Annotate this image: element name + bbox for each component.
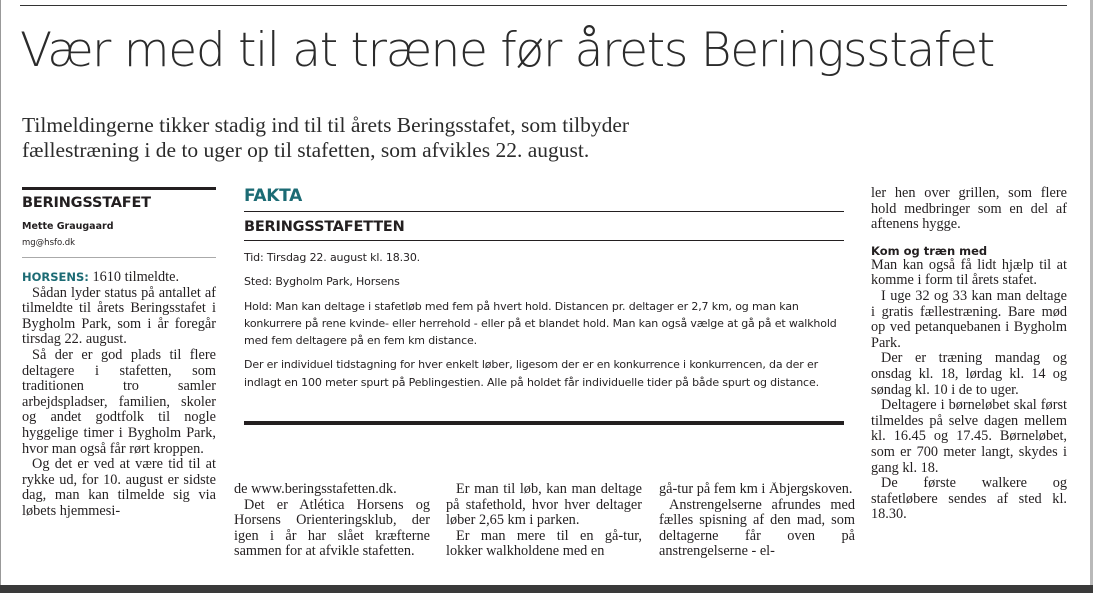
section-subheading: Kom og træn med	[871, 243, 988, 258]
fakta-subtitle: BERINGSSTAFETTEN	[244, 219, 405, 235]
body-paragraph: Og det er ved at være tid til at rykke ud, for 10. august er sidste dag, man kan tilmelde sig via løbets hjemmesi-	[22, 456, 216, 519]
fakta-body	[244, 249, 844, 398]
body-paragraph: I uge 32 og 33 kan man deltage i gratis fællestræning. Bare mød op ved petanquebanen i Bygholm Park.	[871, 287, 1067, 351]
body-paragraph: Deltagere i børneløbet skal først tilmeldes på selve dagen mellem kl. 16.45 og 17.45. Børneløbet, som er 700 meter langt, skydes i gang kl. 18.	[871, 397, 1067, 476]
byline-author: Mette Graugaard	[22, 221, 114, 232]
byline-email[interactable]: mg@hsfo.dk	[22, 238, 76, 248]
headline: Vær med til at træne før årets Beringsstafet	[20, 23, 994, 78]
body-paragraph: Det er Atlética Horsens og Horsens Orienteringsklub, der igen i år har slået kræfterne sammen for at afvikle stafetten.	[234, 496, 430, 560]
byline-separator	[22, 257, 216, 258]
bottom-bar	[0, 585, 1093, 593]
body-paragraph: de www.beringsstafetten.dk.	[234, 482, 397, 497]
fakta-teams: Hold: Man kan deltage i stafetløb med fem på hvert hold. Distancen pr. deltager er 2,7 km, og man kan konkurrere på rene kvinde- eller herrehold - eller på et blandet hold. Man kan også vælge at gå på et walkhold med fem deltagere på en fem km distance.	[244, 299, 837, 348]
dateline: HORSENS:	[22, 270, 89, 284]
fakta-timing: Der er individuel tidstagning for hver enkelt løber, ligesom der er en konkurrence i konkurrencen, da der er indlagt en 100 meter spurt på Peblingestien. Alle på holdet får individuelle tider på både spurt og distance.	[244, 358, 819, 389]
fakta-rule-top	[244, 211, 844, 212]
byline-rule	[22, 187, 216, 190]
fakta-place: Sted: Bygholm Park, Horsens	[244, 275, 400, 289]
body-column-2	[234, 482, 430, 585]
body-paragraph: Sådan lyder status på antallet af tilmeldte til årets Beringsstafet i Bygholm Park, som i år foregår tirsdag 22. august.	[22, 284, 216, 348]
body-column-4	[659, 482, 855, 585]
lead-paragraph	[22, 270, 216, 286]
body-paragraph: Er man mere til en gå-tur, lokker walkholdene med en	[446, 527, 642, 560]
body-paragraph: Man kan også få lidt hjælp til at komme i form til årets stafet.	[871, 256, 1067, 289]
fakta-rule-mid	[244, 240, 844, 241]
byline-kicker: BERINGSSTAFET	[22, 195, 151, 211]
body-paragraph: Så der er god plads til flere deltagere i stafetten, som traditionen tro samler arbejdspladser, familien, skoler og andet godtfolk til nogle hyggelige timer i Bygholm Park, hvor man også får rørt kroppen.	[22, 346, 216, 457]
fakta-time: Tid: Tirsdag 22. august kl. 18.30.	[244, 251, 421, 264]
fakta-title: FAKTA	[244, 186, 302, 206]
page-left-edge	[0, 0, 1, 593]
body-paragraph: gå-tur på fem km i Åbjergskoven.	[659, 482, 853, 497]
body-column-1	[22, 270, 216, 585]
top-rule	[20, 5, 1067, 6]
body-paragraph: Anstrengelserne afrundes med fælles spisning af den mad, som deltagerne får oven på anstrengelserne - el-	[659, 496, 855, 560]
lead-text: 1610 tilmeldte.	[88, 270, 180, 285]
body-paragraph: De første walkere og stafetløbere sendes af sted kl. 18.30.	[871, 475, 1067, 523]
body-column-3	[446, 482, 642, 585]
fakta-rule-bottom	[244, 421, 844, 425]
body-paragraph: ler hen over grillen, som flere hold medbringer som en del af aftenens hygge.	[871, 186, 1067, 233]
subhead: Tilmeldingerne tikker stadig ind til til årets Beringsstafet, som tilbyder fællestræning i de to uger op til stafetten, som afvikles 22. august.	[22, 113, 630, 162]
body-column-5	[871, 186, 1067, 585]
body-paragraph: Er man til løb, kan man deltage på stafethold, hvor hver deltager løber 2,65 km i parken.	[446, 482, 642, 529]
body-paragraph: Der er træning mandag og onsdag kl. 18, lørdag kl. 14 og søndag kl. 10 i de to uger.	[871, 350, 1067, 398]
